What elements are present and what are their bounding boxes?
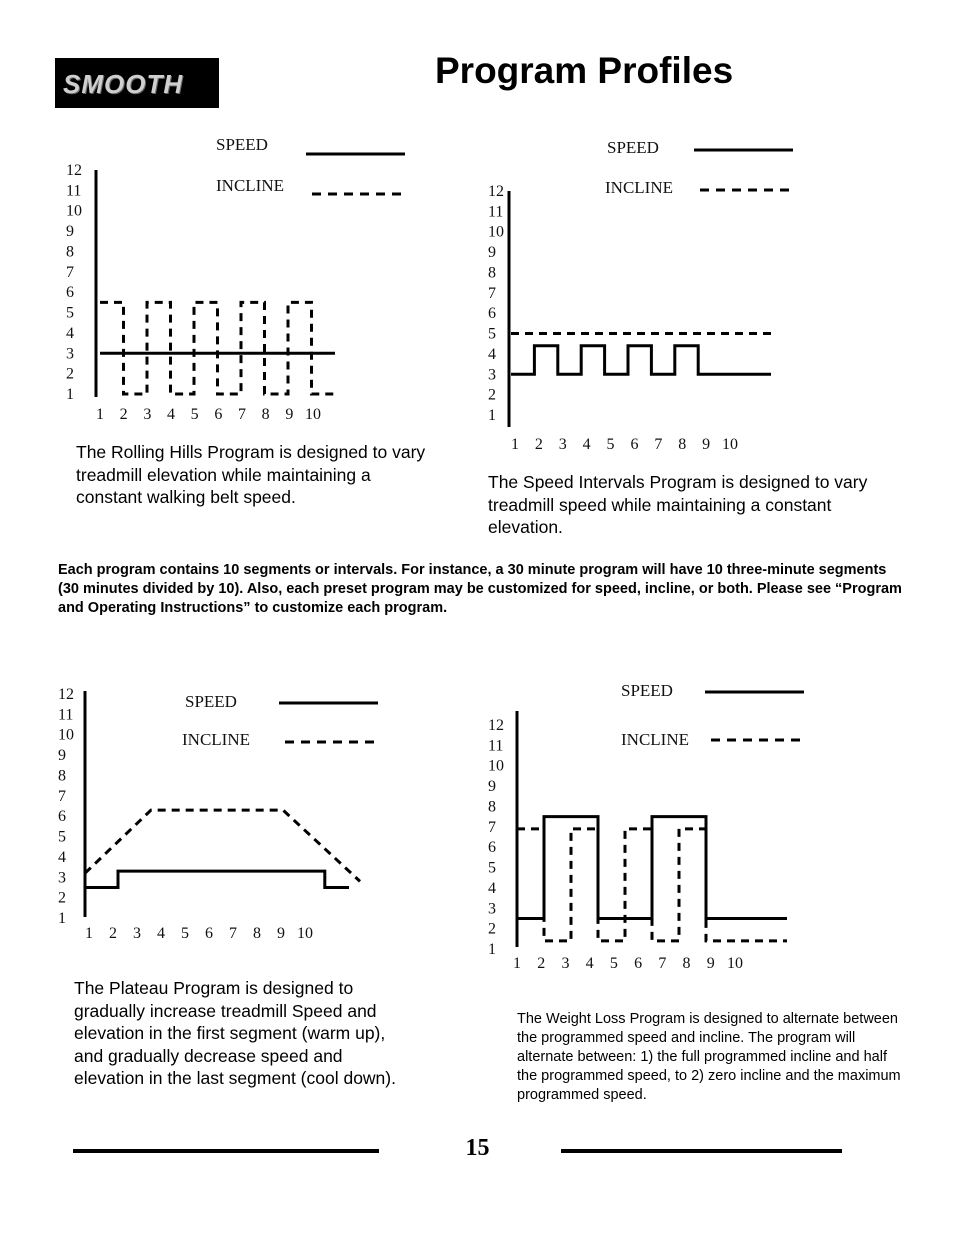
rolling-hills-x-tick-label: 10 bbox=[305, 406, 321, 423]
weight-loss-x-tick-label: 8 bbox=[682, 955, 691, 972]
speed-intervals-legend-incline-label: INCLINE bbox=[605, 178, 673, 197]
speed-intervals-y-tick-label: 4 bbox=[488, 345, 496, 363]
rolling-hills-legend-speed-label: SPEED bbox=[216, 135, 268, 154]
speed-intervals-x-tick-label: 10 bbox=[722, 436, 738, 453]
weight-loss-y-tick-label: 2 bbox=[488, 920, 496, 938]
rolling-hills-x-tick-label: 6 bbox=[214, 406, 223, 423]
plateau-speed-series bbox=[85, 871, 349, 887]
weight-loss-x-tick-label: 4 bbox=[585, 955, 594, 972]
rolling-hills-y-tick-label: 8 bbox=[66, 243, 74, 261]
rolling-hills-y-tick-label: 4 bbox=[66, 324, 74, 342]
plateau-legend-speed-label: SPEED bbox=[185, 692, 237, 711]
plateau-x-tick-label: 3 bbox=[133, 925, 141, 942]
plateau-x-tick-label: 1 bbox=[85, 925, 93, 942]
weight-loss-x-tick-label: 6 bbox=[634, 955, 643, 972]
weight-loss-y-tick-label: 9 bbox=[488, 778, 496, 796]
rolling-hills-x-tick-label: 5 bbox=[190, 406, 199, 423]
speed-intervals-y-tick-label: 9 bbox=[488, 244, 496, 262]
rolling-hills-y-tick-label: 7 bbox=[66, 263, 74, 281]
speed-intervals-y-tick-label: 10 bbox=[488, 223, 504, 241]
weight-loss-x-tick-label: 9 bbox=[706, 955, 715, 972]
plateau-y-tick-label: 7 bbox=[58, 787, 66, 805]
weight-loss-x-tick-label: 10 bbox=[727, 955, 743, 972]
rolling-hills-y-tick-label: 5 bbox=[66, 304, 74, 322]
weight-loss-y-tick-label: 4 bbox=[488, 879, 496, 897]
speed-intervals-x-tick-label: 1 bbox=[511, 436, 519, 453]
weight-loss-x-tick-label: 3 bbox=[561, 955, 570, 972]
speed-intervals-x-tick-label: 6 bbox=[630, 436, 639, 453]
speed-intervals-y-tick-label: 1 bbox=[488, 407, 496, 424]
speed-intervals-description: The Speed Intervals Program is designed to vary treadmill speed while maintaining a constant elevation. bbox=[488, 472, 868, 537]
speed-intervals-x-tick-label: 2 bbox=[534, 436, 543, 453]
plateau-y-tick-label: 11 bbox=[58, 706, 74, 724]
plateau-y-tick-label: 5 bbox=[58, 828, 66, 846]
plateau-x-tick-label: 2 bbox=[109, 925, 117, 942]
speed-intervals-y-tick-label: 2 bbox=[488, 386, 496, 404]
speed-intervals-y-tick-label: 6 bbox=[488, 305, 496, 323]
weight-loss-y-tick-label: 11 bbox=[488, 737, 504, 755]
plateau-y-tick-label: 3 bbox=[58, 869, 66, 887]
footer-rule-right bbox=[561, 1149, 842, 1153]
speed-intervals-x-tick-label: 3 bbox=[558, 436, 567, 453]
weight-loss-y-tick-label: 7 bbox=[488, 818, 496, 836]
rolling-hills-incline-series bbox=[100, 302, 335, 394]
rolling-hills-x-tick-label: 3 bbox=[143, 406, 152, 423]
weight-loss-y-tick-label: 8 bbox=[488, 798, 496, 816]
speed-intervals-y-tick-label: 12 bbox=[488, 183, 504, 200]
weight-loss-description: The Weight Loss Program is designed to alternate between the programmed speed and incline. The program will alternate between: 1) the full programmed incline and half the programmed speed, to 2) zero incline and the maximum programmed speed. bbox=[517, 1011, 901, 1103]
plateau-y-tick-label: 12 bbox=[58, 686, 74, 703]
page-title: Program Profiles bbox=[435, 50, 734, 91]
rolling-hills-x-tick-label: 7 bbox=[238, 406, 246, 423]
speed-intervals-y-tick-label: 8 bbox=[488, 264, 496, 282]
weight-loss-y-tick-label: 6 bbox=[488, 839, 496, 857]
rolling-hills-y-tick-label: 11 bbox=[66, 182, 82, 200]
weight-loss-x-tick-label: 1 bbox=[513, 955, 521, 972]
plateau-legend-incline-label: INCLINE bbox=[182, 730, 250, 749]
rolling-hills-x-tick-label: 1 bbox=[96, 406, 104, 423]
rolling-hills-x-tick-label: 4 bbox=[167, 406, 175, 423]
rolling-hills-legend-incline-label: INCLINE bbox=[216, 176, 284, 195]
plateau-x-tick-label: 6 bbox=[205, 925, 213, 942]
speed-intervals-x-tick-label: 7 bbox=[654, 436, 663, 453]
speed-intervals-x-tick-label: 8 bbox=[678, 436, 687, 453]
weight-loss-x-tick-label: 2 bbox=[537, 955, 546, 972]
plateau-x-tick-label: 10 bbox=[297, 925, 313, 942]
plateau-x-tick-label: 4 bbox=[157, 925, 165, 942]
rolling-hills-y-tick-label: 3 bbox=[66, 345, 74, 363]
weight-loss-y-tick-label: 5 bbox=[488, 859, 496, 877]
weight-loss-y-tick-label: 3 bbox=[488, 900, 496, 918]
rolling-hills-description: The Rolling Hills Program is designed to vary treadmill elevation while maintaining a constant walking belt speed. bbox=[76, 442, 426, 507]
weight-loss-y-tick-label: 12 bbox=[488, 717, 504, 734]
rolling-hills-y-tick-label: 1 bbox=[66, 386, 74, 403]
plateau-description: The Plateau Program is designed to gradually increase treadmill Speed and elevation in the first segment (warm up), and gradually decrease speed and elevation in the last segment (cool down). bbox=[74, 978, 396, 1088]
plateau-y-tick-label: 10 bbox=[58, 726, 74, 744]
rolling-hills-y-tick-label: 10 bbox=[66, 202, 82, 220]
rolling-hills-y-tick-label: 9 bbox=[66, 223, 74, 241]
plateau-x-tick-label: 8 bbox=[253, 925, 261, 942]
weight-loss-x-tick-label: 5 bbox=[609, 955, 618, 972]
plateau-y-tick-label: 9 bbox=[58, 747, 66, 765]
segments-note: Each program contains 10 segments or intervals. For instance, a 30 minute program will have 10 three-minute segments (30 minutes divided by 10). Also, each preset program may be customized for speed, incline, or both. Please see “Program and Operating Instructions” to customize each program. bbox=[58, 562, 902, 616]
speed-intervals-x-tick-label: 9 bbox=[702, 436, 711, 453]
weight-loss-x-tick-label: 7 bbox=[658, 955, 667, 972]
plateau-y-tick-label: 4 bbox=[58, 848, 66, 866]
plateau-y-tick-label: 1 bbox=[58, 910, 66, 927]
rolling-hills-y-tick-label: 6 bbox=[66, 284, 74, 302]
rolling-hills-x-tick-label: 9 bbox=[285, 406, 294, 423]
plateau-y-tick-label: 2 bbox=[58, 889, 66, 907]
plateau-y-tick-label: 6 bbox=[58, 808, 66, 826]
speed-intervals-legend-speed-label: SPEED bbox=[607, 138, 659, 157]
speed-intervals-y-tick-label: 11 bbox=[488, 203, 504, 221]
speed-intervals-x-tick-label: 5 bbox=[606, 436, 615, 453]
rolling-hills-y-tick-label: 12 bbox=[66, 162, 82, 179]
plateau-x-tick-label: 7 bbox=[229, 925, 237, 942]
speed-intervals-y-tick-label: 7 bbox=[488, 284, 496, 302]
speed-intervals-speed-series bbox=[511, 346, 771, 375]
logo-text: SMOOTH bbox=[63, 69, 184, 99]
speed-intervals-y-tick-label: 5 bbox=[488, 325, 496, 343]
weight-loss-legend-speed-label: SPEED bbox=[621, 681, 673, 700]
speed-intervals-x-tick-label: 4 bbox=[582, 436, 591, 453]
plateau-x-tick-label: 5 bbox=[181, 925, 189, 942]
weight-loss-y-tick-label: 1 bbox=[488, 941, 496, 958]
rolling-hills-x-tick-label: 2 bbox=[119, 406, 128, 423]
page-number: 15 bbox=[465, 1135, 490, 1161]
weight-loss-legend-incline-label: INCLINE bbox=[621, 730, 689, 749]
plateau-y-tick-label: 8 bbox=[58, 767, 66, 785]
plateau-x-tick-label: 9 bbox=[277, 925, 285, 942]
rolling-hills-x-tick-label: 8 bbox=[261, 406, 270, 423]
rolling-hills-y-tick-label: 2 bbox=[66, 365, 74, 383]
weight-loss-y-tick-label: 10 bbox=[488, 757, 504, 775]
speed-intervals-y-tick-label: 3 bbox=[488, 366, 496, 384]
footer-rule-left bbox=[73, 1149, 379, 1153]
